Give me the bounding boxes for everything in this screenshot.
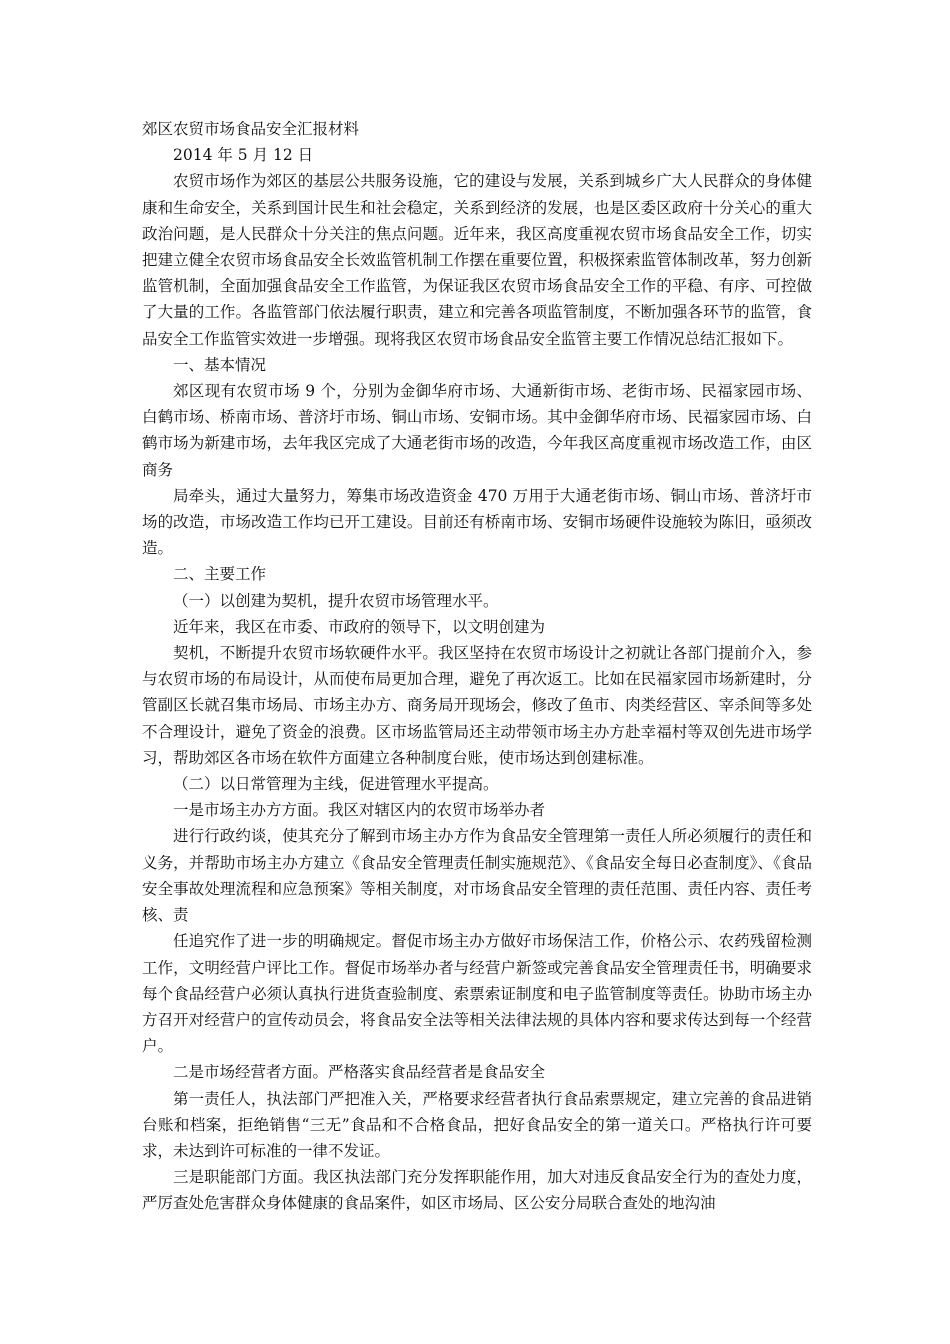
paragraph-operators: 二是市场经营者方面。严格落实食品经营者是食品安全 <box>173 1063 546 1082</box>
section-heading-basic: 一、基本情况 <box>173 355 267 374</box>
paragraph-markets-cont: 局牵头，通过大量努力，筹集市场改造资金 470 万用于大通老街市场、铜山市场、普济圩市场的改造，市场改造工作均已开工建设。目前还有桥南市场、安铜市场硬件设施较为陈旧，亟须改造。 <box>142 486 812 558</box>
document-date: 2014 年 5 月 12 日 <box>173 146 314 165</box>
subheading-creation: （一）以创建为契机，提升农贸市场管理水平。 <box>173 591 499 610</box>
document-body <box>142 116 812 1217</box>
paragraph-departments: 三是职能部门方面。我区执法部门充分发挥职能作用，加大对违反食品安全行为的查处力度，严厉查处危害群众身体健康的食品案件，如区市场局、区公安分局联合查处的地沟油 <box>142 1168 812 1213</box>
document-title: 郊区农贸市场食品安全汇报材料 <box>142 120 360 138</box>
paragraph-organizer: 一是市场主办方方面。我区对辖区内的农贸市场举办者 <box>173 801 546 820</box>
section-heading-main-work: 二、主要工作 <box>173 565 267 584</box>
paragraph-creation-cont: 契机，不断提升农贸市场软硬件水平。我区坚持在农贸市场设计之初就让各部门提前介入，参与农贸市场的布局设计，从而使布局更加合理，避免了再次返工。比如在民福家园市场新建时，分管副区长就召集市场局、市场主办方、商务局开现场会，修改了鱼市、肉类经营区、宰杀间等多处不合理设计，避免了资金的浪费。区市场监管局还主动带领市场主办方赴幸福村等双创先进市场学习，帮助郊区各市场在软件方面建立各种制度台账，使市场达到创建标准。 <box>142 644 812 767</box>
paragraph-accountability: 任追究作了进一步的明确规定。督促市场主办方做好市场保洁工作，价格公示、农药残留检测工作，文明经营户评比工作。督促市场举办者与经营户新签或完善食品安全管理责任书，明确要求每个食品经营户必须认真执行进货查验制度、索票索证制度和电子监管制度等责任。协助市场主办方召开对经营户的宣传动员会，将食品安全法等相关法律法规的具体内容和要求传达到每一个经营户。 <box>142 932 812 1056</box>
paragraph-operators-cont: 第一责任人，执法部门严把准入关，严格要求经营者执行食品索票规定，建立完善的食品进销台账和档案，拒绝销售“三无”食品和不合格食品，把好食品安全的第一道关口。严格执行许可要求，未达到许可标准的一律不发证。 <box>142 1089 812 1160</box>
paragraph-markets: 郊区现有农贸市场 9 个，分别为金御华府市场、大通新街市场、老街市场、民福家园市场、白鹤市场、桥南市场、普济圩市场、铜山市场、安铜市场。其中金御华府市场、民福家园市场、白鹤市场为新建市场，去年我区完成了大通老街市场的改造，今年我区高度重视市场改造工作，由区商务 <box>142 382 812 479</box>
paragraph-organizer-cont: 进行行政约谈，使其充分了解到市场主办方作为食品安全管理第一责任人所必须履行的责任和义务，并帮助市场主办方建立《食品安全管理责任制实施规范》、《食品安全每日必查制度》、《食品安全事故处理流程和应急预案》等相关制度，对市场食品安全管理的责任范围、责任内容、责任考核、责 <box>142 827 812 925</box>
paragraph-creation: 近年来，我区在市委、市政府的领导下，以文明创建为 <box>173 617 546 636</box>
paragraph-intro: 农贸市场作为郊区的基层公共服务设施，它的建设与发展，关系到城乡广大人民群众的身体健康和生命安全，关系到国计民生和社会稳定，关系到经济的发展，也是区委区政府十分关心的重大政治问题，是人民群众十分关注的焦点问题。近年来，我区高度重视农贸市场食品安全工作，切实把建立健全农贸市场食品安全长效监管机制工作摆在重要位置，积极探索监管体制改革，努力创新监管机制，全面加强食品安全工作监管，为保证我区农贸市场食品安全工作的平稳、有序、可控做了大量的工作。各监管部门依法履行职责，建立和完善各项监管制度，不断加强各环节的监管，食品安全工作监管实效进一步增强。现将我区农贸市场食品安全监管主要工作情况总结汇报如下。 <box>142 172 812 348</box>
subheading-daily-management: （二）以日常管理为主线，促进管理水平提高。 <box>173 775 499 794</box>
